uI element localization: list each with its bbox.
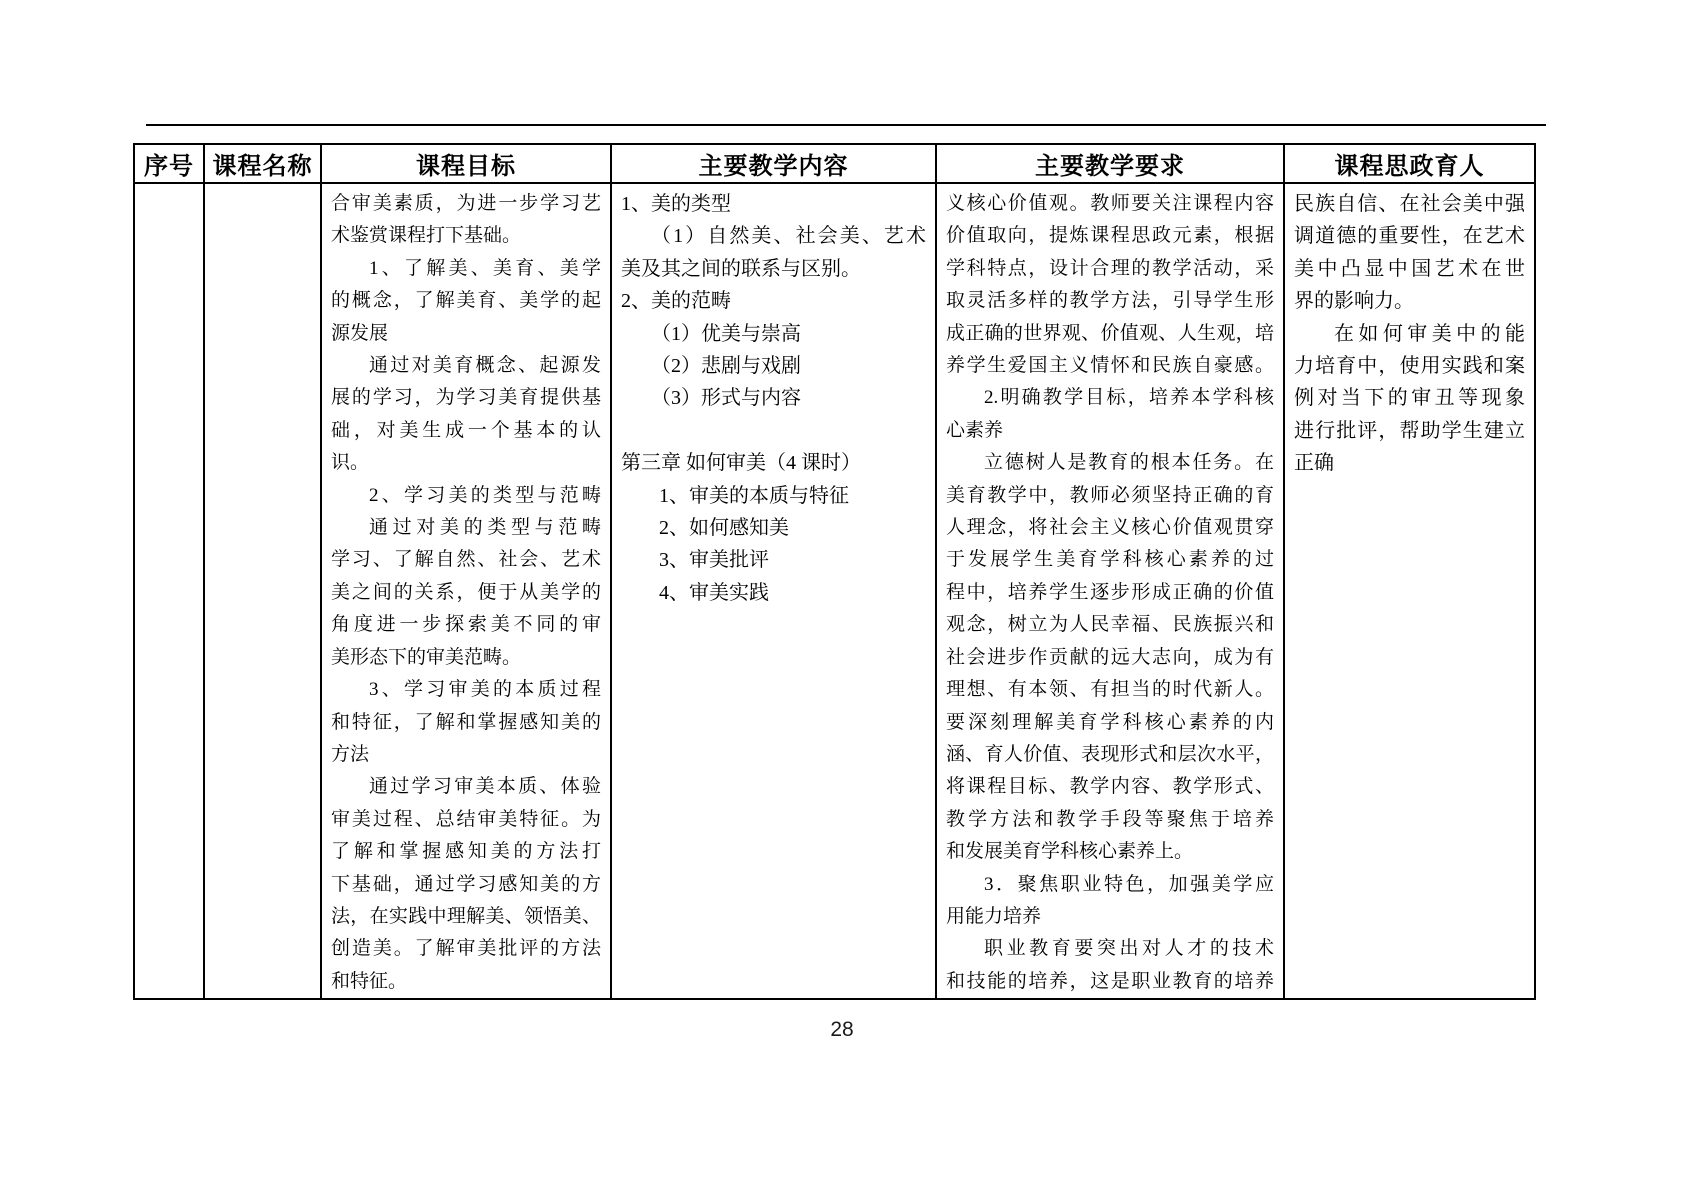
page-number: 28 xyxy=(830,1018,854,1041)
text-line: 1、审美的本质与特征 xyxy=(659,484,849,507)
column-header-requirements: 主要教学要求 xyxy=(936,144,1284,183)
text-line: 方法 xyxy=(331,743,370,765)
text-line: 职业教育要突出对人才的技术 xyxy=(984,938,1274,960)
cell-teaching-requirements xyxy=(936,183,1284,999)
text-line: 涵、育人价值、表现形式和层次水平， xyxy=(946,743,1274,765)
table-row xyxy=(134,183,1535,999)
cell-ideology-education xyxy=(1284,183,1535,999)
text-line: 养学生爱国主义情怀和民族自豪感。 xyxy=(946,355,1274,377)
text-line: （3）形式与内容 xyxy=(651,387,801,410)
text-line: 3、审美批评 xyxy=(659,549,769,572)
text-line: 学科特点，设计合理的教学活动，采 xyxy=(946,257,1274,279)
text-line: 观念，树立为人民幸福、民族振兴和 xyxy=(946,614,1274,636)
text-line: 4、审美实践 xyxy=(659,581,769,604)
text-line: 和技能的培养，这是职业教育的培养 xyxy=(946,970,1274,992)
text-line: 义核心价值观。教师要关注课程内容 xyxy=(946,193,1274,214)
text-line xyxy=(621,415,926,447)
text-line: 1、美的类型 xyxy=(621,193,731,215)
text-line: 立德树人是教育的根本任务。在 xyxy=(984,452,1274,474)
text-line: （2）悲剧与戏剧 xyxy=(651,355,801,378)
text-line: 美形态下的审美范畴。 xyxy=(331,646,522,668)
text-line: 于发展学生美育学科核心素养的过 xyxy=(946,549,1274,571)
text-line: 人理念，将社会主义核心价值观贯穿 xyxy=(946,517,1274,539)
text-line: 和特征，了解和掌握感知美的 xyxy=(331,711,601,733)
text-line: 审美过程、总结审美特征。为 xyxy=(331,808,601,830)
table-header-row xyxy=(134,144,1535,183)
cell-seq xyxy=(134,183,204,999)
page-top-rule xyxy=(146,124,1546,126)
text-line: 在如何审美中的能 xyxy=(1334,322,1525,345)
text-line: 2、美的范畴 xyxy=(621,290,731,313)
text-line: 下基础，通过学习感知美的方 xyxy=(331,873,601,895)
text-line: 学习、了解自然、社会、艺术 xyxy=(331,549,601,571)
text-line: 识。 xyxy=(331,452,370,474)
text-line: 的概念，了解美育、美学的起 xyxy=(331,290,601,312)
text-line: 3、学习审美的本质过程 xyxy=(369,679,601,701)
text-line: 通过对美育概念、起源发 xyxy=(369,355,601,377)
text-line: 成正确的世界观、价值观、人生观，培 xyxy=(946,322,1274,344)
text-line: 例对当下的审丑等现象 xyxy=(1294,387,1525,410)
curriculum-table xyxy=(133,143,1536,1000)
text-line: 创造美。了解审美批评的方法 xyxy=(331,938,601,960)
text-line: 美中凸显中国艺术在世 xyxy=(1294,257,1525,280)
text-line: 要深刻理解美育学科核心素养的内 xyxy=(946,711,1274,733)
cell-course-objectives xyxy=(321,183,611,999)
text-line: 术鉴赏课程打下基础。 xyxy=(331,225,522,247)
text-line: （1）自然美、社会美、艺术 xyxy=(651,225,926,248)
text-line: 2、学习美的类型与范畴 xyxy=(369,484,601,506)
text-line: 社会进步作贡献的远大志向，成为有 xyxy=(946,646,1274,668)
text-line: 1、了解美、美育、美学 xyxy=(369,257,601,279)
column-header-content: 主要教学内容 xyxy=(611,144,936,183)
column-header-objectives: 课程目标 xyxy=(321,144,611,183)
text-line: 通过学习审美本质、体验 xyxy=(369,776,601,798)
text-line: 法，在实践中理解美、领悟美、 xyxy=(331,905,601,927)
text-line: （1）优美与崇高 xyxy=(651,322,801,345)
text-line: 展的学习，为学习美育提供基 xyxy=(331,387,601,409)
text-line: 和发展美育学科核心素养上。 xyxy=(946,841,1194,863)
column-header-course-name: 课程名称 xyxy=(204,144,321,183)
text-line: 角度进一步探索美不同的审 xyxy=(331,614,601,636)
text-line: 3．聚焦职业特色，加强美学应 xyxy=(984,873,1274,895)
text-line: 正确 xyxy=(1294,452,1334,475)
text-line: 价值取向，提炼课程思政元素，根据 xyxy=(946,225,1274,247)
text-line: 了解和掌握感知美的方法打 xyxy=(331,841,601,863)
text-line: 程中，培养学生逐步形成正确的价值 xyxy=(946,581,1274,603)
text-line: 2.明确教学目标，培养本学科核 xyxy=(984,387,1274,409)
text-line: 理想、有本领、有担当的时代新人。 xyxy=(946,679,1274,701)
text-line: 2、如何感知美 xyxy=(659,517,789,540)
text-line: 取灵活多样的教学方法，引导学生形 xyxy=(946,290,1274,312)
text-line: 美及其之间的联系与区别。 xyxy=(621,257,861,280)
text-line: 将课程目标、教学内容、教学形式、 xyxy=(946,776,1274,798)
cell-teaching-content xyxy=(611,183,936,999)
text-line: 教学方法和教学手段等聚焦于培养 xyxy=(946,808,1274,830)
column-header-seq: 序号 xyxy=(134,144,204,183)
text-line: 美之间的关系，便于从美学的 xyxy=(331,581,601,603)
column-header-ideology: 课程思政育人 xyxy=(1284,144,1535,183)
text-line: 用能力培养 xyxy=(946,905,1042,927)
text-line: 和特征。 xyxy=(331,970,408,992)
text-line: 础，对美生成一个基本的认 xyxy=(331,419,601,441)
text-line: 第三章 如何审美（4 课时） xyxy=(621,452,861,475)
text-line: 心素养 xyxy=(946,419,1004,441)
text-line: 源发展 xyxy=(331,322,389,344)
text-line: 力培育中，使用实践和案 xyxy=(1294,355,1525,378)
text-line: 进行批评，帮助学生建立 xyxy=(1294,419,1525,442)
text-line: 美育教学中，教师必须坚持正确的育 xyxy=(946,484,1274,506)
text-line: 民族自信、在社会美中强 xyxy=(1294,193,1525,215)
text-line: 调道德的重要性，在艺术 xyxy=(1294,225,1525,248)
text-line: 合审美素质，为进一步学习艺 xyxy=(331,193,601,214)
text-line: 界的影响力。 xyxy=(1294,290,1414,313)
cell-course-name xyxy=(204,183,321,999)
text-line: 通过对美的类型与范畴 xyxy=(369,517,601,539)
